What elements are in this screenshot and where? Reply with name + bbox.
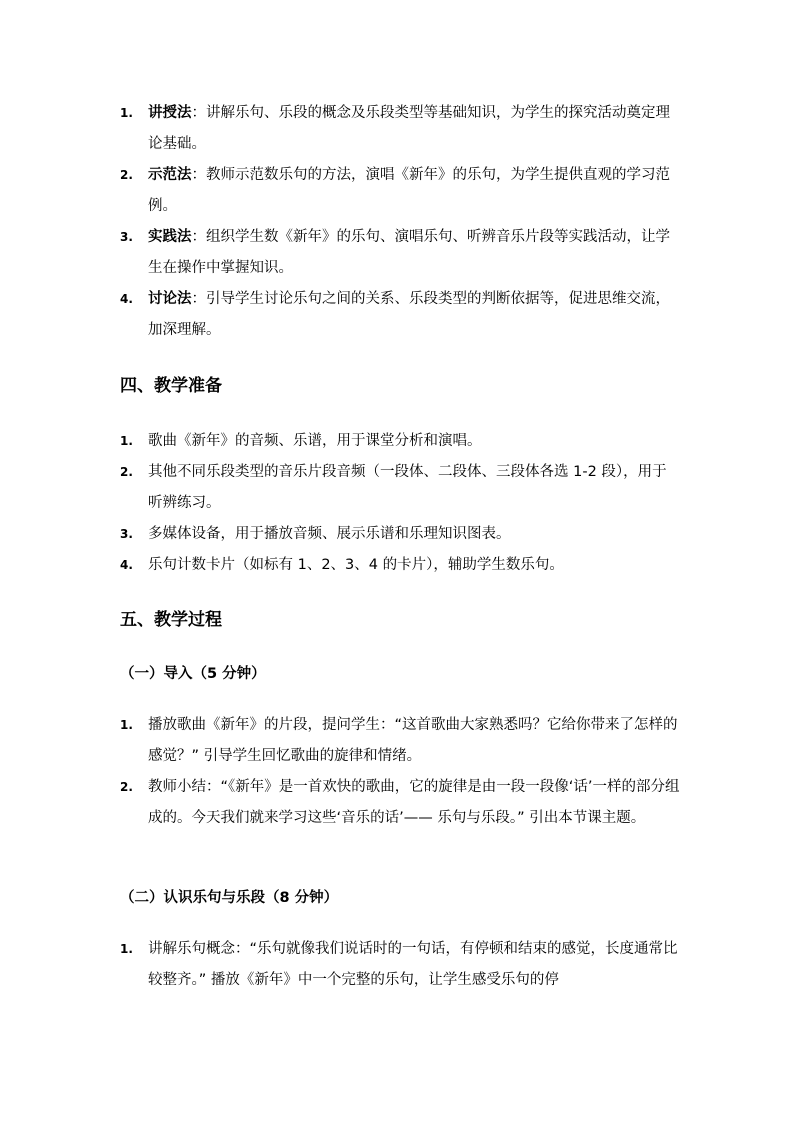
method-text: ：组织学生数《新年》的乐句、演唱乐句、听辨音乐片段等实践活动，让学生在操作中掌握知识。 — [148, 229, 670, 276]
concept-steps-list — [120, 934, 680, 996]
method-text: ：讲解乐句、乐段的概念及乐段类型等基础知识，为学生的探究活动奠定理论基础。 — [148, 105, 670, 152]
list-number: 3. — [120, 527, 133, 541]
list-item — [120, 710, 680, 772]
list-item — [120, 519, 680, 550]
list-text: 多媒体设备，用于播放音频、展示乐谱和乐理知识图表。 — [148, 526, 511, 542]
list-text: 播放歌曲《新年》的片段，提问学生：“这首歌曲大家熟悉吗？它给你带来了怎样的感觉？” 引导学生回忆歌曲的旋律和情绪。 — [148, 717, 678, 764]
section-heading: 四、教学准备 — [120, 376, 222, 396]
list-text: 其他不同乐段类型的音乐片段音频（一段体、二段体、三段体各选 1-2 段），用于听辨练习。 — [148, 464, 667, 511]
list-item — [120, 222, 680, 284]
section-heading: 五、教学过程 — [120, 610, 222, 630]
list-text: 乐句计数卡片（如标有 1、2、3、4 的卡片），辅助学生数乐句。 — [148, 557, 564, 573]
list-number: 1. — [120, 434, 133, 448]
method-text: ：引导学生讨论乐句之间的关系、乐段类型的判断依据等，促进思维交流，加深理解。 — [148, 291, 670, 338]
method-text: ：教师示范数乐句的方法，演唱《新年》的乐句，为学生提供直观的学习范例。 — [148, 167, 670, 214]
list-number: 3. — [120, 230, 133, 244]
list-item — [120, 284, 680, 346]
teaching-prep-list — [120, 426, 680, 581]
list-number: 2. — [120, 465, 133, 479]
list-item — [120, 550, 680, 581]
list-number: 1. — [120, 106, 133, 120]
list-text: 歌曲《新年》的音频、乐谱，用于课堂分析和演唱。 — [148, 433, 482, 449]
list-number: 4. — [120, 292, 133, 306]
list-item — [120, 426, 680, 457]
subsection-heading: （一）导入（5 分钟） — [120, 666, 266, 682]
list-number: 2. — [120, 780, 133, 794]
list-text: 教师小结：“《新年》是一首欢快的歌曲，它的旋律是由一段一段像‘话’一样的部分组成的。今天我们就来学习这些‘音乐的话’—— 乐句与乐段。” 引出本节课主题。 — [148, 779, 680, 826]
method-term: 讲授法 — [148, 105, 192, 121]
list-item — [120, 98, 680, 160]
list-number: 1. — [120, 718, 133, 732]
method-term: 实践法 — [148, 229, 192, 245]
list-number: 4. — [120, 558, 133, 572]
method-term: 讨论法 — [148, 291, 192, 307]
list-number: 1. — [120, 942, 133, 956]
list-text: 讲解乐句概念：“乐句就像我们说话时的一句话，有停顿和结束的感觉，长度通常比较整齐。” 播放《新年》中一个完整的乐句，让学生感受乐句的停 — [148, 941, 678, 988]
method-term: 示范法 — [148, 167, 192, 183]
subsection-heading: （二）认识乐句与乐段（8 分钟） — [120, 890, 339, 906]
list-item — [120, 457, 680, 519]
teaching-methods-list — [120, 98, 680, 346]
list-item — [120, 160, 680, 222]
intro-steps-list — [120, 710, 680, 834]
list-item — [120, 772, 680, 834]
list-number: 2. — [120, 168, 133, 182]
list-item — [120, 934, 680, 996]
